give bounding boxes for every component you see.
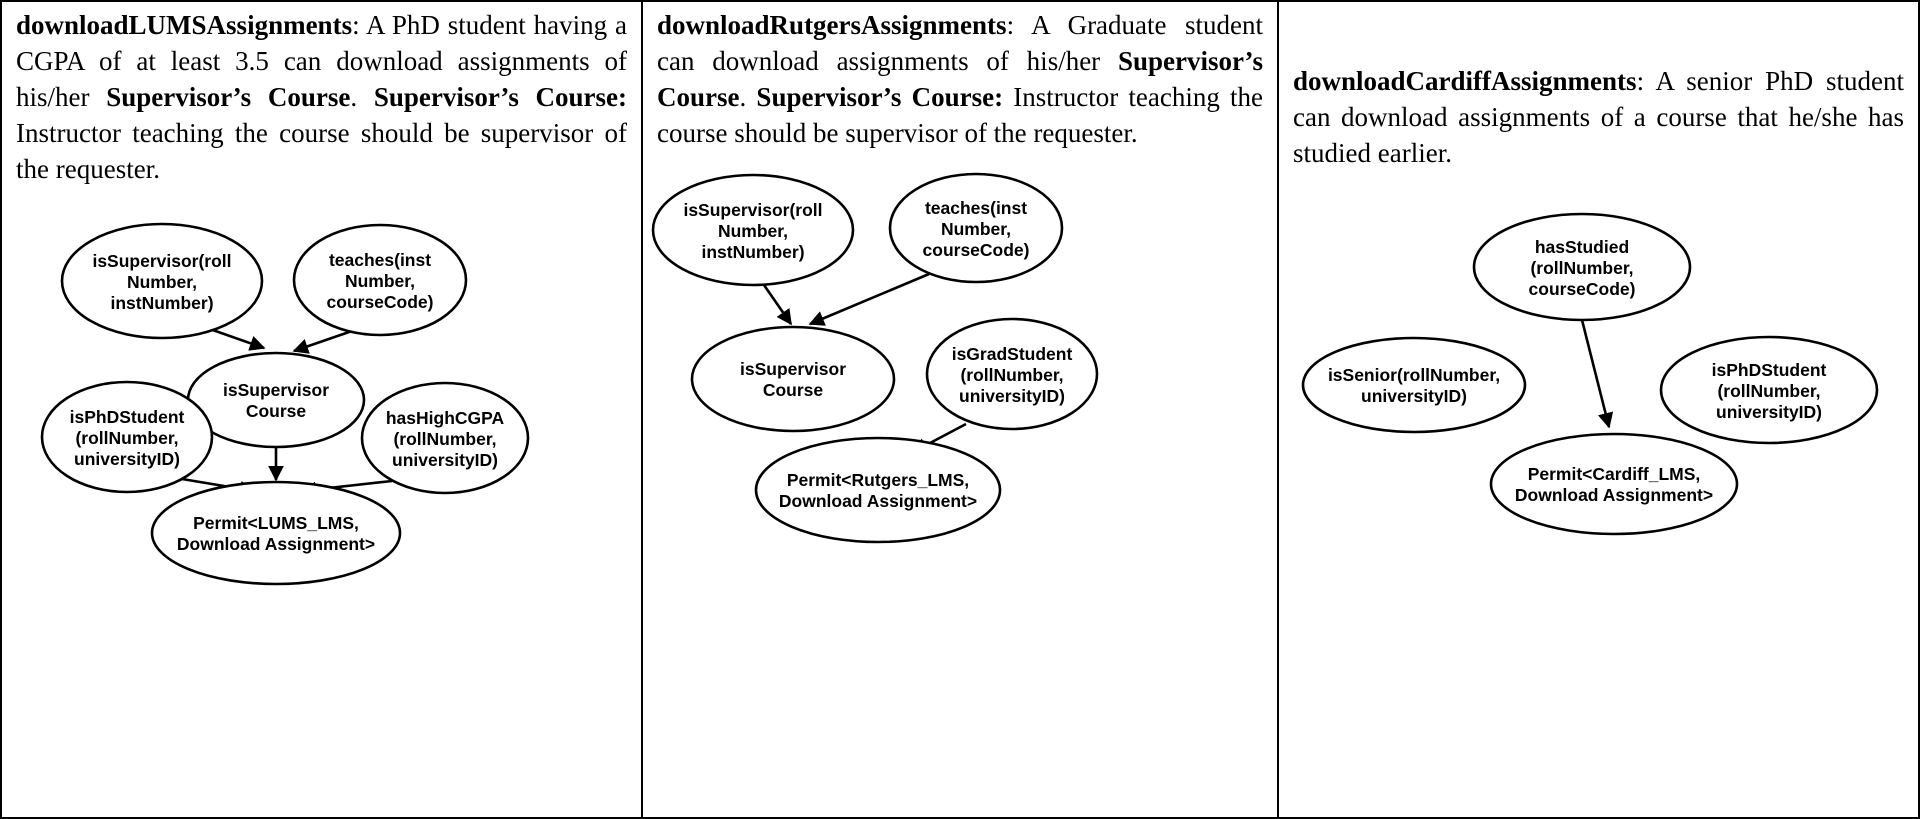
panel-lums — [0, 0, 643, 819]
rule-desc-rutgers-part1: A Graduate student can download assignments of his/her — [657, 10, 1263, 76]
rule-desc-lums-bold: Supervisor’s Course — [106, 81, 351, 112]
svg-text:Download Assignment>: Download Assignment> — [778, 490, 978, 511]
node-isPhDStudent-label: isPhDStudent — [69, 406, 185, 427]
rule-desc-lums-part1: A PhD student having a CGPA of at least 3.5 can download assignments of his/her — [16, 10, 627, 112]
node-permit-lums — [152, 482, 400, 584]
svg-text:Number,: Number, — [344, 270, 416, 291]
svg-text:(rollNumber,: (rollNumber, — [75, 427, 179, 448]
node-isGradStudent-label: isGradStudent — [951, 343, 1073, 364]
svg-text:instNumber): instNumber) — [701, 241, 805, 262]
svg-text:Number,: Number, — [126, 271, 198, 292]
svg-text:(rollNumber,: (rollNumber, — [1530, 257, 1634, 278]
svg-text:courseCode): courseCode) — [922, 239, 1030, 260]
svg-text:(rollNumber,: (rollNumber, — [393, 428, 497, 449]
graph-lums-nodes — [42, 224, 528, 584]
graph-rutgers-svg — [643, 152, 1275, 572]
svg-text:Number,: Number, — [940, 218, 1012, 239]
node-permit-rutgers — [756, 438, 1000, 542]
node-isSupervisorCourse — [188, 353, 364, 447]
svg-text:Course: Course — [245, 400, 307, 421]
node-isSupervisorCourse-rutgers — [692, 327, 894, 431]
node-isSenior — [1303, 338, 1525, 432]
node-isSupervisorCourse-rutgers-label: isSupervisor — [739, 358, 847, 379]
rule-name-rutgers: downloadRutgersAssignments — [657, 10, 1007, 40]
rule-desc-cardiff-part1: A senior PhD student can download assignments of a course that he/she has studied earlier. — [1293, 66, 1904, 168]
node-teaches-rutgers-label: teaches(inst — [924, 197, 1028, 218]
rule-desc-rutgers-bold: Supervisor’s Course — [657, 45, 1263, 112]
node-isPhDStudent-cardiff-label: isPhDStudent — [1711, 359, 1827, 380]
node-permit-cardiff — [1491, 434, 1737, 534]
svg-text:courseCode): courseCode) — [326, 291, 434, 312]
node-isSupervisor-rutgers-label: isSupervisor(roll — [683, 199, 823, 220]
graph-cardiff — [1279, 172, 1918, 817]
rule-desc-rutgers-part2: . — [739, 81, 747, 112]
svg-text:(rollNumber,: (rollNumber, — [960, 364, 1064, 385]
definition-text-lums: Instructor teaching the course should be supervisor of the requester. — [16, 117, 627, 184]
panel-rutgers — [643, 0, 1279, 819]
svg-text:Course: Course — [762, 379, 824, 400]
svg-text:universityID): universityID) — [959, 385, 1065, 406]
graph-cardiff-nodes — [1303, 214, 1877, 534]
svg-text:instNumber): instNumber) — [110, 292, 214, 313]
node-isSupervisorCourse-label: isSupervisor — [222, 379, 330, 400]
node-permit-rutgers-label: Permit<Rutgers_LMS, — [786, 469, 970, 490]
definition-label-rutgers: Supervisor’s Course: — [756, 81, 1004, 112]
svg-text:Download Assignment>: Download Assignment> — [176, 533, 376, 554]
node-isSupervisor-label: isSupervisor(roll — [92, 250, 232, 271]
svg-text:Download Assignment>: Download Assignment> — [1514, 484, 1714, 505]
node-teaches-label: teaches(inst — [328, 249, 432, 270]
svg-text:universityID): universityID) — [1361, 385, 1467, 406]
rule-name-cardiff-suffix: : — [1636, 66, 1645, 96]
svg-text:universityID): universityID) — [392, 449, 498, 470]
node-isSenior-label: isSenior(rollNumber, — [1327, 364, 1501, 385]
svg-text:universityID): universityID) — [1716, 401, 1822, 422]
rule-name-lums: downloadLUMSAssignments — [16, 10, 353, 40]
node-hasHighCGPA-label: hasHighCGPA — [385, 407, 505, 428]
panel-rutgers-text — [643, 2, 1277, 152]
svg-text:Number,: Number, — [717, 220, 789, 241]
graph-cardiff-edges — [1582, 320, 1609, 427]
node-permit-lums-label: Permit<LUMS_LMS, — [193, 512, 359, 533]
panel-cardiff-text — [1279, 2, 1918, 172]
graph-cardiff-svg — [1279, 172, 1916, 602]
svg-text:courseCode): courseCode) — [1528, 278, 1636, 299]
graph-rutgers — [643, 152, 1277, 817]
svg-text:universityID): universityID) — [74, 448, 180, 469]
definition-label-lums: Supervisor’s Course: — [373, 81, 627, 112]
rule-name-cardiff: downloadCardiffAssignments — [1293, 66, 1637, 96]
graph-lums-svg — [2, 188, 641, 608]
definition-text-rutgers: Instructor teaching the course should be supervisor of the requester. — [657, 81, 1263, 148]
panel-lums-text — [2, 2, 641, 188]
node-permit-cardiff-label: Permit<Cardiff_LMS, — [1527, 463, 1701, 484]
graph-rutgers-nodes — [653, 174, 1097, 542]
rule-desc-lums-part2: . — [350, 81, 358, 112]
rule-name-rutgers-suffix: : — [1006, 10, 1015, 40]
node-hasStudied-label: hasStudied — [1534, 236, 1630, 257]
svg-text:(rollNumber,: (rollNumber, — [1717, 380, 1821, 401]
panel-cardiff — [1279, 0, 1920, 819]
rule-name-lums-suffix: : — [352, 10, 360, 40]
graph-lums — [2, 188, 641, 817]
